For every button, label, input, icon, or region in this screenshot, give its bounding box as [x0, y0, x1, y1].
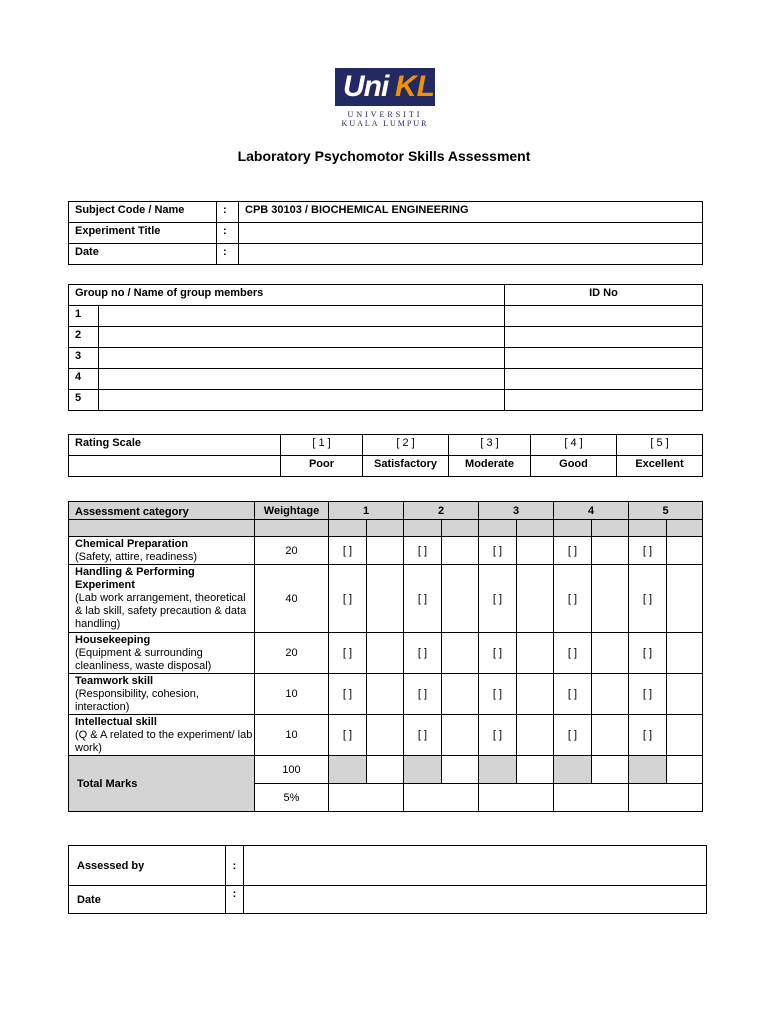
- date-label: Date: [69, 244, 217, 265]
- category-description: (Q & A related to the experiment/ lab work): [75, 729, 253, 754]
- subheader-cell: [404, 520, 442, 537]
- score-checkbox-5[interactable]: [ ]: [629, 715, 667, 756]
- weightage-value: 20: [255, 633, 329, 674]
- header-score-5: 5: [629, 502, 703, 520]
- total-shaded-4: [554, 756, 592, 784]
- score-value-2[interactable]: [442, 715, 479, 756]
- subject-value[interactable]: CPB 30103 / BIOCHEMICAL ENGINEERING: [239, 202, 703, 223]
- score-checkbox-1[interactable]: [ ]: [329, 715, 367, 756]
- group-member-id[interactable]: [505, 327, 703, 348]
- logo-kl-text: KL: [395, 70, 435, 103]
- group-member-id[interactable]: [505, 348, 703, 369]
- score-value-5[interactable]: [667, 565, 703, 633]
- unikl-logo: [335, 68, 445, 132]
- header-score-4: 4: [554, 502, 629, 520]
- category-cell: [69, 674, 255, 715]
- total-shaded-3: [479, 756, 517, 784]
- score-value-1[interactable]: [367, 715, 404, 756]
- total-value-2[interactable]: [442, 756, 479, 784]
- score-checkbox-4[interactable]: [ ]: [554, 715, 592, 756]
- score-value-3[interactable]: [517, 674, 554, 715]
- score-checkbox-5[interactable]: [ ]: [629, 674, 667, 715]
- weightage-value: 20: [255, 537, 329, 565]
- rating-scale-label: Rating Scale: [69, 435, 281, 456]
- assessment-row: [69, 537, 703, 565]
- score-checkbox-4[interactable]: [ ]: [554, 674, 592, 715]
- category-title: Housekeeping: [75, 634, 151, 646]
- footer-date-label: Date: [69, 886, 226, 914]
- score-value-5[interactable]: [667, 674, 703, 715]
- category-title: Handling & Performing Experiment: [75, 566, 195, 591]
- score-value-5[interactable]: [667, 537, 703, 565]
- page-title: Laboratory Psychomotor Skills Assessment: [237, 148, 531, 164]
- score-value-4[interactable]: [592, 565, 629, 633]
- rating-word-excellent: Excellent: [617, 456, 703, 477]
- score-value-4[interactable]: [592, 715, 629, 756]
- score-checkbox-2[interactable]: [ ]: [404, 565, 442, 633]
- total-shaded-5: [629, 756, 667, 784]
- score-checkbox-1[interactable]: [ ]: [329, 633, 367, 674]
- group-member-name[interactable]: [99, 369, 505, 390]
- category-cell: [69, 565, 255, 633]
- group-member-name[interactable]: [99, 348, 505, 369]
- header-score-3: 3: [479, 502, 554, 520]
- score-checkbox-3[interactable]: [ ]: [479, 565, 517, 633]
- score-value-4[interactable]: [592, 674, 629, 715]
- subheader-cell: [442, 520, 479, 537]
- group-member-id[interactable]: [505, 390, 703, 411]
- rating-word-poor: Poor: [281, 456, 363, 477]
- total-value-1[interactable]: [367, 756, 404, 784]
- subject-info-table: [68, 201, 703, 265]
- score-value-3[interactable]: [517, 537, 554, 565]
- rating-word-good: Good: [531, 456, 617, 477]
- score-checkbox-5[interactable]: [ ]: [629, 633, 667, 674]
- score-value-3[interactable]: [517, 633, 554, 674]
- group-member-id[interactable]: [505, 369, 703, 390]
- category-cell: [69, 633, 255, 674]
- rating-scale-5: [ 5 ]: [617, 435, 703, 456]
- group-header-id: ID No: [505, 285, 703, 306]
- assessed-by-label: Assessed by: [69, 846, 226, 886]
- subject-label: Subject Code / Name: [69, 202, 217, 223]
- group-members-table: [68, 284, 703, 411]
- score-value-1[interactable]: [367, 537, 404, 565]
- score-checkbox-1[interactable]: [ ]: [329, 537, 367, 565]
- category-description: (Responsibility, cohesion, interaction): [75, 688, 199, 713]
- rating-blank: [69, 456, 281, 477]
- score-value-3[interactable]: [517, 715, 554, 756]
- score-value-2[interactable]: [442, 633, 479, 674]
- category-cell: [69, 715, 255, 756]
- score-checkbox-4[interactable]: [ ]: [554, 633, 592, 674]
- score-checkbox-3[interactable]: [ ]: [479, 537, 517, 565]
- score-value-4[interactable]: [592, 537, 629, 565]
- total-value-5[interactable]: [667, 756, 703, 784]
- date-colon: :: [217, 244, 239, 265]
- score-value-2[interactable]: [442, 537, 479, 565]
- subheader-cell: [629, 520, 667, 537]
- percent-value-3[interactable]: [479, 784, 554, 812]
- score-checkbox-3[interactable]: [ ]: [479, 633, 517, 674]
- assessed-by-table: [68, 845, 707, 914]
- score-checkbox-5[interactable]: [ ]: [629, 565, 667, 633]
- score-checkbox-5[interactable]: [ ]: [629, 537, 667, 565]
- group-header-name: Group no / Name of group members: [69, 285, 505, 306]
- header-score-1: 1: [329, 502, 404, 520]
- score-value-5[interactable]: [667, 633, 703, 674]
- group-member-name[interactable]: [99, 327, 505, 348]
- group-row-number: 4: [69, 369, 99, 390]
- score-checkbox-1[interactable]: [ ]: [329, 565, 367, 633]
- score-checkbox-2[interactable]: [ ]: [404, 715, 442, 756]
- score-value-5[interactable]: [667, 715, 703, 756]
- score-checkbox-4[interactable]: [ ]: [554, 565, 592, 633]
- category-description: (Safety, attire, readiness): [75, 551, 198, 563]
- total-value-4[interactable]: [592, 756, 629, 784]
- percent-value-1[interactable]: [329, 784, 404, 812]
- assessment-table: [68, 501, 703, 812]
- score-value-1[interactable]: [367, 674, 404, 715]
- score-value-3[interactable]: [517, 565, 554, 633]
- subheader-cell: [255, 520, 329, 537]
- header-assessment-category: Assessment category: [69, 502, 255, 520]
- category-title: Intellectual skill: [75, 716, 157, 728]
- rating-scale-table: [68, 434, 703, 477]
- rating-scale-2: [ 2 ]: [363, 435, 449, 456]
- total-percent: 5%: [255, 784, 329, 812]
- subheader-cell: [517, 520, 554, 537]
- group-member-id[interactable]: [505, 306, 703, 327]
- score-value-2[interactable]: [442, 565, 479, 633]
- assessed-by-field[interactable]: [244, 846, 707, 886]
- percent-value-5[interactable]: [629, 784, 703, 812]
- logo-uni-text: Uni: [343, 70, 389, 103]
- score-value-2[interactable]: [442, 674, 479, 715]
- category-title: Teamwork skill: [75, 675, 154, 687]
- weightage-value: 10: [255, 715, 329, 756]
- assessment-row: [69, 565, 703, 633]
- score-checkbox-1[interactable]: [ ]: [329, 674, 367, 715]
- group-member-name[interactable]: [99, 306, 505, 327]
- score-value-4[interactable]: [592, 633, 629, 674]
- score-checkbox-2[interactable]: [ ]: [404, 674, 442, 715]
- subheader-cell: [479, 520, 517, 537]
- percent-value-4[interactable]: [554, 784, 629, 812]
- total-100: 100: [255, 756, 329, 784]
- footer-date-field[interactable]: [244, 886, 707, 914]
- weightage-value: 10: [255, 674, 329, 715]
- logo-line-2: KUALA LUMPUR: [341, 119, 429, 128]
- logo-line-1: UNIVERSITI: [347, 110, 423, 119]
- assessment-row: [69, 674, 703, 715]
- rating-word-moderate: Moderate: [449, 456, 531, 477]
- category-description: (Lab work arrangement, theoretical & lab skill, safety precaution & data handling): [75, 592, 247, 630]
- total-value-3[interactable]: [517, 756, 554, 784]
- logo-box: [335, 68, 435, 106]
- experiment-label: Experiment Title: [69, 223, 217, 244]
- score-checkbox-2[interactable]: [ ]: [404, 633, 442, 674]
- experiment-value[interactable]: [239, 223, 703, 244]
- rating-scale-4: [ 4 ]: [531, 435, 617, 456]
- group-row-number: 1: [69, 306, 99, 327]
- assessment-row: [69, 715, 703, 756]
- score-checkbox-4[interactable]: [ ]: [554, 537, 592, 565]
- header-weightage: Weightage: [255, 502, 329, 520]
- rating-scale-1: [ 1 ]: [281, 435, 363, 456]
- assessed-by-colon: :: [226, 846, 244, 886]
- group-member-name[interactable]: [99, 390, 505, 411]
- weightage-value: 40: [255, 565, 329, 633]
- category-title: Chemical Preparation: [75, 538, 189, 550]
- category-cell: [69, 537, 255, 565]
- subheader-cell: [554, 520, 592, 537]
- category-description: (Equipment & surrounding cleanliness, waste disposal): [75, 647, 212, 672]
- group-row-number: 5: [69, 390, 99, 411]
- group-row-number: 3: [69, 348, 99, 369]
- score-checkbox-2[interactable]: [ ]: [404, 537, 442, 565]
- subheader-cell: [69, 520, 255, 537]
- subheader-cell: [329, 520, 367, 537]
- subheader-cell: [592, 520, 629, 537]
- rating-scale-3: [ 3 ]: [449, 435, 531, 456]
- date-value[interactable]: [239, 244, 703, 265]
- total-shaded-1: [329, 756, 367, 784]
- total-marks-label: Total Marks: [69, 756, 255, 812]
- percent-value-2[interactable]: [404, 784, 479, 812]
- subheader-cell: [667, 520, 703, 537]
- score-value-1[interactable]: [367, 565, 404, 633]
- score-checkbox-3[interactable]: [ ]: [479, 715, 517, 756]
- score-value-1[interactable]: [367, 633, 404, 674]
- footer-date-colon: :: [226, 886, 244, 914]
- subheader-cell: [367, 520, 404, 537]
- assessment-row: [69, 633, 703, 674]
- group-row-number: 2: [69, 327, 99, 348]
- header-score-2: 2: [404, 502, 479, 520]
- score-checkbox-3[interactable]: [ ]: [479, 674, 517, 715]
- total-shaded-2: [404, 756, 442, 784]
- experiment-colon: :: [217, 223, 239, 244]
- rating-word-satisfactory: Satisfactory: [363, 456, 449, 477]
- subject-colon: :: [217, 202, 239, 223]
